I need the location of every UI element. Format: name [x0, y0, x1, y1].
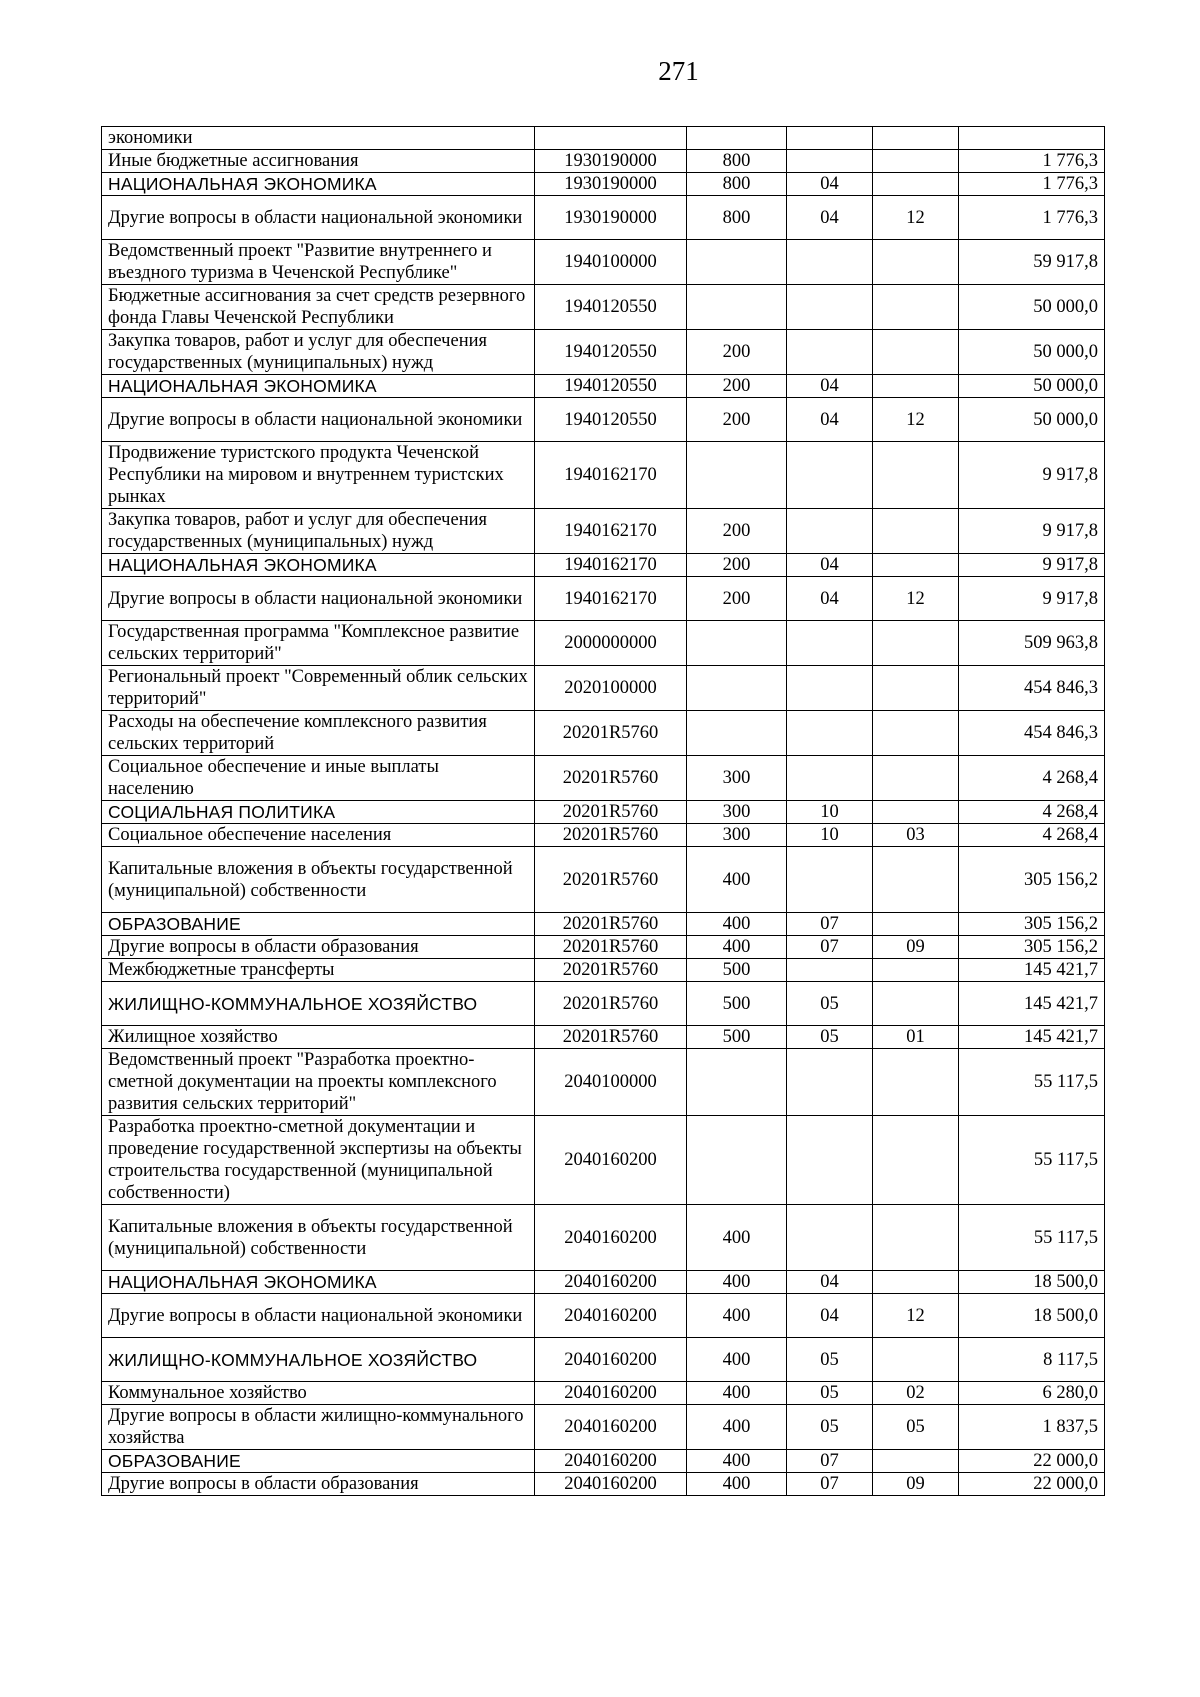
cell-name: НАЦИОНАЛЬНАЯ ЭКОНОМИКА: [102, 375, 535, 398]
cell-section: 04: [787, 1271, 873, 1294]
cell-amount: 6 280,0: [959, 1382, 1105, 1405]
cell-section: 10: [787, 801, 873, 824]
cell-amount: 50 000,0: [959, 375, 1105, 398]
cell-name: Другие вопросы в области национальной экономики: [102, 196, 535, 240]
table-row: [102, 801, 1105, 824]
cell-name: Другие вопросы в области жилищно-коммунального хозяйства: [102, 1405, 535, 1450]
cell-expense-group: 400: [687, 936, 787, 959]
cell-amount: 55 117,5: [959, 1116, 1105, 1205]
cell-subsection: 12: [873, 398, 959, 442]
cell-expense-group: 400: [687, 1382, 787, 1405]
cell-amount: 59 917,8: [959, 240, 1105, 285]
cell-amount: [959, 127, 1105, 150]
cell-name: ОБРАЗОВАНИЕ: [102, 913, 535, 936]
table-row: [102, 1382, 1105, 1405]
cell-section: 04: [787, 554, 873, 577]
cell-subsection: [873, 711, 959, 756]
cell-target-code: 2040160200: [535, 1116, 687, 1205]
table-row: [102, 1294, 1105, 1338]
cell-expense-group: [687, 621, 787, 666]
cell-section: [787, 127, 873, 150]
cell-subsection: 03: [873, 824, 959, 847]
table-row: [102, 1205, 1105, 1271]
budget-table: [101, 126, 1105, 1496]
cell-expense-group: 400: [687, 1294, 787, 1338]
cell-amount: 1 776,3: [959, 173, 1105, 196]
cell-target-code: 20201R5760: [535, 756, 687, 801]
cell-name: Ведомственный проект "Разработка проектно-сметной документации на проекты комплексного развития сельских территорий": [102, 1049, 535, 1116]
cell-target-code: 2040100000: [535, 1049, 687, 1116]
cell-subsection: [873, 847, 959, 913]
cell-expense-group: 200: [687, 375, 787, 398]
cell-subsection: [873, 173, 959, 196]
cell-amount: 9 917,8: [959, 577, 1105, 621]
table-row: [102, 1049, 1105, 1116]
cell-amount: 1 776,3: [959, 150, 1105, 173]
cell-target-code: 2040160200: [535, 1382, 687, 1405]
cell-amount: 145 421,7: [959, 1026, 1105, 1049]
cell-name: ЖИЛИЩНО-КОММУНАЛЬНОЕ ХОЗЯЙСТВО: [102, 982, 535, 1026]
table-row: [102, 1116, 1105, 1205]
cell-section: [787, 711, 873, 756]
page-number: 271: [658, 56, 699, 86]
cell-name: экономики: [102, 127, 535, 150]
cell-section: [787, 509, 873, 554]
cell-section: [787, 621, 873, 666]
cell-subsection: [873, 1271, 959, 1294]
cell-expense-group: 400: [687, 1338, 787, 1382]
cell-expense-group: 800: [687, 150, 787, 173]
cell-subsection: [873, 442, 959, 509]
table-row: [102, 196, 1105, 240]
cell-subsection: [873, 285, 959, 330]
table-row: [102, 1405, 1105, 1450]
budget-table-body: [102, 127, 1105, 1496]
cell-expense-group: [687, 666, 787, 711]
cell-subsection: [873, 375, 959, 398]
cell-subsection: 09: [873, 1473, 959, 1496]
cell-subsection: [873, 330, 959, 375]
cell-amount: 8 117,5: [959, 1338, 1105, 1382]
cell-section: [787, 959, 873, 982]
cell-name: Другие вопросы в области национальной экономики: [102, 398, 535, 442]
cell-expense-group: 300: [687, 801, 787, 824]
cell-amount: 305 156,2: [959, 847, 1105, 913]
cell-name: Продвижение туристского продукта Чеченской Республики на мировом и внутреннем туристских рынках: [102, 442, 535, 509]
cell-expense-group: 200: [687, 509, 787, 554]
cell-target-code: 2040160200: [535, 1294, 687, 1338]
cell-target-code: 2040160200: [535, 1271, 687, 1294]
cell-section: 04: [787, 196, 873, 240]
cell-name: НАЦИОНАЛЬНАЯ ЭКОНОМИКА: [102, 173, 535, 196]
cell-target-code: 20201R5760: [535, 847, 687, 913]
cell-subsection: 01: [873, 1026, 959, 1049]
cell-amount: 305 156,2: [959, 913, 1105, 936]
cell-section: [787, 1049, 873, 1116]
cell-subsection: [873, 150, 959, 173]
cell-name: НАЦИОНАЛЬНАЯ ЭКОНОМИКА: [102, 554, 535, 577]
cell-target-code: 1940120550: [535, 398, 687, 442]
cell-target-code: 20201R5760: [535, 913, 687, 936]
cell-section: 04: [787, 398, 873, 442]
table-row: [102, 847, 1105, 913]
cell-subsection: [873, 621, 959, 666]
cell-amount: 50 000,0: [959, 330, 1105, 375]
table-row: [102, 982, 1105, 1026]
cell-expense-group: 500: [687, 1026, 787, 1049]
cell-amount: 4 268,4: [959, 801, 1105, 824]
cell-section: [787, 756, 873, 801]
table-row: [102, 509, 1105, 554]
cell-expense-group: 200: [687, 577, 787, 621]
cell-expense-group: 200: [687, 330, 787, 375]
cell-name: Государственная программа "Комплексное развитие сельских территорий": [102, 621, 535, 666]
cell-target-code: 20201R5760: [535, 1026, 687, 1049]
cell-expense-group: 400: [687, 1450, 787, 1473]
cell-amount: 145 421,7: [959, 982, 1105, 1026]
cell-subsection: 12: [873, 577, 959, 621]
cell-subsection: [873, 666, 959, 711]
cell-amount: 4 268,4: [959, 824, 1105, 847]
cell-name: ЖИЛИЩНО-КОММУНАЛЬНОЕ ХОЗЯЙСТВО: [102, 1338, 535, 1382]
cell-amount: 454 846,3: [959, 666, 1105, 711]
table-row: [102, 375, 1105, 398]
table-row: [102, 1450, 1105, 1473]
cell-target-code: 1940162170: [535, 577, 687, 621]
cell-name: Иные бюджетные ассигнования: [102, 150, 535, 173]
table-row: [102, 913, 1105, 936]
cell-expense-group: 400: [687, 913, 787, 936]
cell-section: 04: [787, 577, 873, 621]
cell-subsection: [873, 756, 959, 801]
cell-name: НАЦИОНАЛЬНАЯ ЭКОНОМИКА: [102, 1271, 535, 1294]
cell-amount: 9 917,8: [959, 554, 1105, 577]
cell-section: 07: [787, 1473, 873, 1496]
cell-target-code: 1940120550: [535, 285, 687, 330]
cell-name: Другие вопросы в области национальной экономики: [102, 577, 535, 621]
cell-name: Капитальные вложения в объекты государственной (муниципальной) собственности: [102, 847, 535, 913]
cell-target-code: 1940162170: [535, 442, 687, 509]
cell-expense-group: [687, 1049, 787, 1116]
cell-section: 10: [787, 824, 873, 847]
cell-name: Социальное обеспечение населения: [102, 824, 535, 847]
cell-name: Разработка проектно-сметной документации и проведение государственной экспертизы на объекты строительства государственной (муниципальной собственности): [102, 1116, 535, 1205]
cell-section: 05: [787, 1026, 873, 1049]
table-row: [102, 936, 1105, 959]
cell-section: 07: [787, 936, 873, 959]
cell-section: 05: [787, 982, 873, 1026]
cell-amount: 18 500,0: [959, 1294, 1105, 1338]
cell-subsection: [873, 913, 959, 936]
cell-subsection: [873, 509, 959, 554]
cell-amount: 22 000,0: [959, 1473, 1105, 1496]
cell-target-code: 1940162170: [535, 554, 687, 577]
cell-amount: 55 117,5: [959, 1049, 1105, 1116]
cell-subsection: [873, 554, 959, 577]
table-row: [102, 442, 1105, 509]
cell-subsection: [873, 1338, 959, 1382]
cell-expense-group: 200: [687, 398, 787, 442]
cell-name: Другие вопросы в области национальной экономики: [102, 1294, 535, 1338]
cell-amount: 50 000,0: [959, 285, 1105, 330]
cell-subsection: 12: [873, 196, 959, 240]
table-row: [102, 1338, 1105, 1382]
cell-section: 04: [787, 375, 873, 398]
cell-expense-group: 400: [687, 1271, 787, 1294]
cell-section: [787, 285, 873, 330]
cell-target-code: 1930190000: [535, 173, 687, 196]
table-row: [102, 666, 1105, 711]
cell-section: [787, 666, 873, 711]
cell-section: 05: [787, 1382, 873, 1405]
cell-name: Другие вопросы в области образования: [102, 936, 535, 959]
cell-name: ОБРАЗОВАНИЕ: [102, 1450, 535, 1473]
cell-target-code: 2040160200: [535, 1473, 687, 1496]
cell-section: [787, 1116, 873, 1205]
cell-expense-group: 400: [687, 1205, 787, 1271]
cell-name: Закупка товаров, работ и услуг для обеспечения государственных (муниципальных) нужд: [102, 330, 535, 375]
cell-expense-group: 300: [687, 824, 787, 847]
cell-target-code: 1930190000: [535, 150, 687, 173]
cell-target-code: 20201R5760: [535, 936, 687, 959]
cell-amount: 454 846,3: [959, 711, 1105, 756]
cell-target-code: 20201R5760: [535, 824, 687, 847]
cell-section: [787, 442, 873, 509]
cell-target-code: 2040160200: [535, 1205, 687, 1271]
table-row: [102, 285, 1105, 330]
cell-target-code: 2040160200: [535, 1405, 687, 1450]
cell-target-code: 1940162170: [535, 509, 687, 554]
cell-expense-group: [687, 1116, 787, 1205]
table-row: [102, 554, 1105, 577]
cell-target-code: 2040160200: [535, 1450, 687, 1473]
cell-section: [787, 847, 873, 913]
cell-subsection: [873, 801, 959, 824]
cell-expense-group: [687, 127, 787, 150]
cell-amount: 509 963,8: [959, 621, 1105, 666]
cell-target-code: 1940120550: [535, 375, 687, 398]
cell-name: Социальное обеспечение и иные выплаты населению: [102, 756, 535, 801]
cell-target-code: 1940100000: [535, 240, 687, 285]
cell-amount: 50 000,0: [959, 398, 1105, 442]
table-row: [102, 127, 1105, 150]
cell-name: Бюджетные ассигнования за счет средств резервного фонда Главы Чеченской Республики: [102, 285, 535, 330]
cell-amount: 9 917,8: [959, 442, 1105, 509]
cell-expense-group: 300: [687, 756, 787, 801]
cell-section: 04: [787, 173, 873, 196]
cell-subsection: 09: [873, 936, 959, 959]
cell-section: [787, 150, 873, 173]
cell-expense-group: [687, 711, 787, 756]
cell-expense-group: 500: [687, 959, 787, 982]
cell-name: СОЦИАЛЬНАЯ ПОЛИТИКА: [102, 801, 535, 824]
cell-name: Жилищное хозяйство: [102, 1026, 535, 1049]
cell-section: 04: [787, 1294, 873, 1338]
cell-subsection: [873, 1450, 959, 1473]
cell-target-code: 2020100000: [535, 666, 687, 711]
cell-amount: 9 917,8: [959, 509, 1105, 554]
cell-target-code: 20201R5760: [535, 982, 687, 1026]
cell-expense-group: [687, 285, 787, 330]
cell-expense-group: [687, 240, 787, 285]
cell-target-code: 2000000000: [535, 621, 687, 666]
table-row: [102, 711, 1105, 756]
table-row: [102, 330, 1105, 375]
cell-subsection: [873, 1049, 959, 1116]
table-row: [102, 1473, 1105, 1496]
cell-section: [787, 1205, 873, 1271]
table-row: [102, 577, 1105, 621]
cell-amount: 55 117,5: [959, 1205, 1105, 1271]
cell-amount: 1 837,5: [959, 1405, 1105, 1450]
cell-section: [787, 330, 873, 375]
table-row: [102, 621, 1105, 666]
cell-expense-group: 500: [687, 982, 787, 1026]
cell-expense-group: [687, 442, 787, 509]
cell-section: [787, 240, 873, 285]
cell-target-code: 1940120550: [535, 330, 687, 375]
cell-subsection: 02: [873, 1382, 959, 1405]
cell-subsection: [873, 959, 959, 982]
cell-amount: 145 421,7: [959, 959, 1105, 982]
cell-subsection: [873, 1116, 959, 1205]
cell-name: Расходы на обеспечение комплексного развития сельских территорий: [102, 711, 535, 756]
cell-name: Другие вопросы в области образования: [102, 1473, 535, 1496]
cell-expense-group: 400: [687, 1473, 787, 1496]
table-row: [102, 824, 1105, 847]
table-row: [102, 240, 1105, 285]
cell-target-code: 2040160200: [535, 1338, 687, 1382]
cell-expense-group: 200: [687, 554, 787, 577]
cell-amount: 305 156,2: [959, 936, 1105, 959]
cell-subsection: [873, 240, 959, 285]
cell-expense-group: 800: [687, 196, 787, 240]
cell-name: Региональный проект "Современный облик сельских территорий": [102, 666, 535, 711]
cell-target-code: 20201R5760: [535, 801, 687, 824]
cell-target-code: 20201R5760: [535, 711, 687, 756]
table-row: [102, 1026, 1105, 1049]
table-row: [102, 173, 1105, 196]
table-row: [102, 150, 1105, 173]
cell-expense-group: 400: [687, 1405, 787, 1450]
table-row: [102, 756, 1105, 801]
cell-subsection: [873, 1205, 959, 1271]
cell-name: Капитальные вложения в объекты государственной (муниципальной) собственности: [102, 1205, 535, 1271]
cell-subsection: [873, 982, 959, 1026]
cell-section: 07: [787, 1450, 873, 1473]
table-row: [102, 1271, 1105, 1294]
cell-target-code: 1930190000: [535, 196, 687, 240]
cell-subsection: 05: [873, 1405, 959, 1450]
cell-section: 05: [787, 1405, 873, 1450]
cell-amount: 22 000,0: [959, 1450, 1105, 1473]
table-row: [102, 398, 1105, 442]
cell-expense-group: 800: [687, 173, 787, 196]
cell-subsection: 12: [873, 1294, 959, 1338]
cell-amount: 1 776,3: [959, 196, 1105, 240]
cell-name: Коммунальное хозяйство: [102, 1382, 535, 1405]
cell-target-code: 20201R5760: [535, 959, 687, 982]
cell-amount: 18 500,0: [959, 1271, 1105, 1294]
table-row: [102, 959, 1105, 982]
cell-section: 07: [787, 913, 873, 936]
cell-subsection: [873, 127, 959, 150]
cell-target-code: [535, 127, 687, 150]
cell-amount: 4 268,4: [959, 756, 1105, 801]
cell-name: Закупка товаров, работ и услуг для обеспечения государственных (муниципальных) нужд: [102, 509, 535, 554]
cell-name: Ведомственный проект "Развитие внутреннего и въездного туризма в Чеченской Республике": [102, 240, 535, 285]
cell-section: 05: [787, 1338, 873, 1382]
cell-expense-group: 400: [687, 847, 787, 913]
cell-name: Межбюджетные трансферты: [102, 959, 535, 982]
